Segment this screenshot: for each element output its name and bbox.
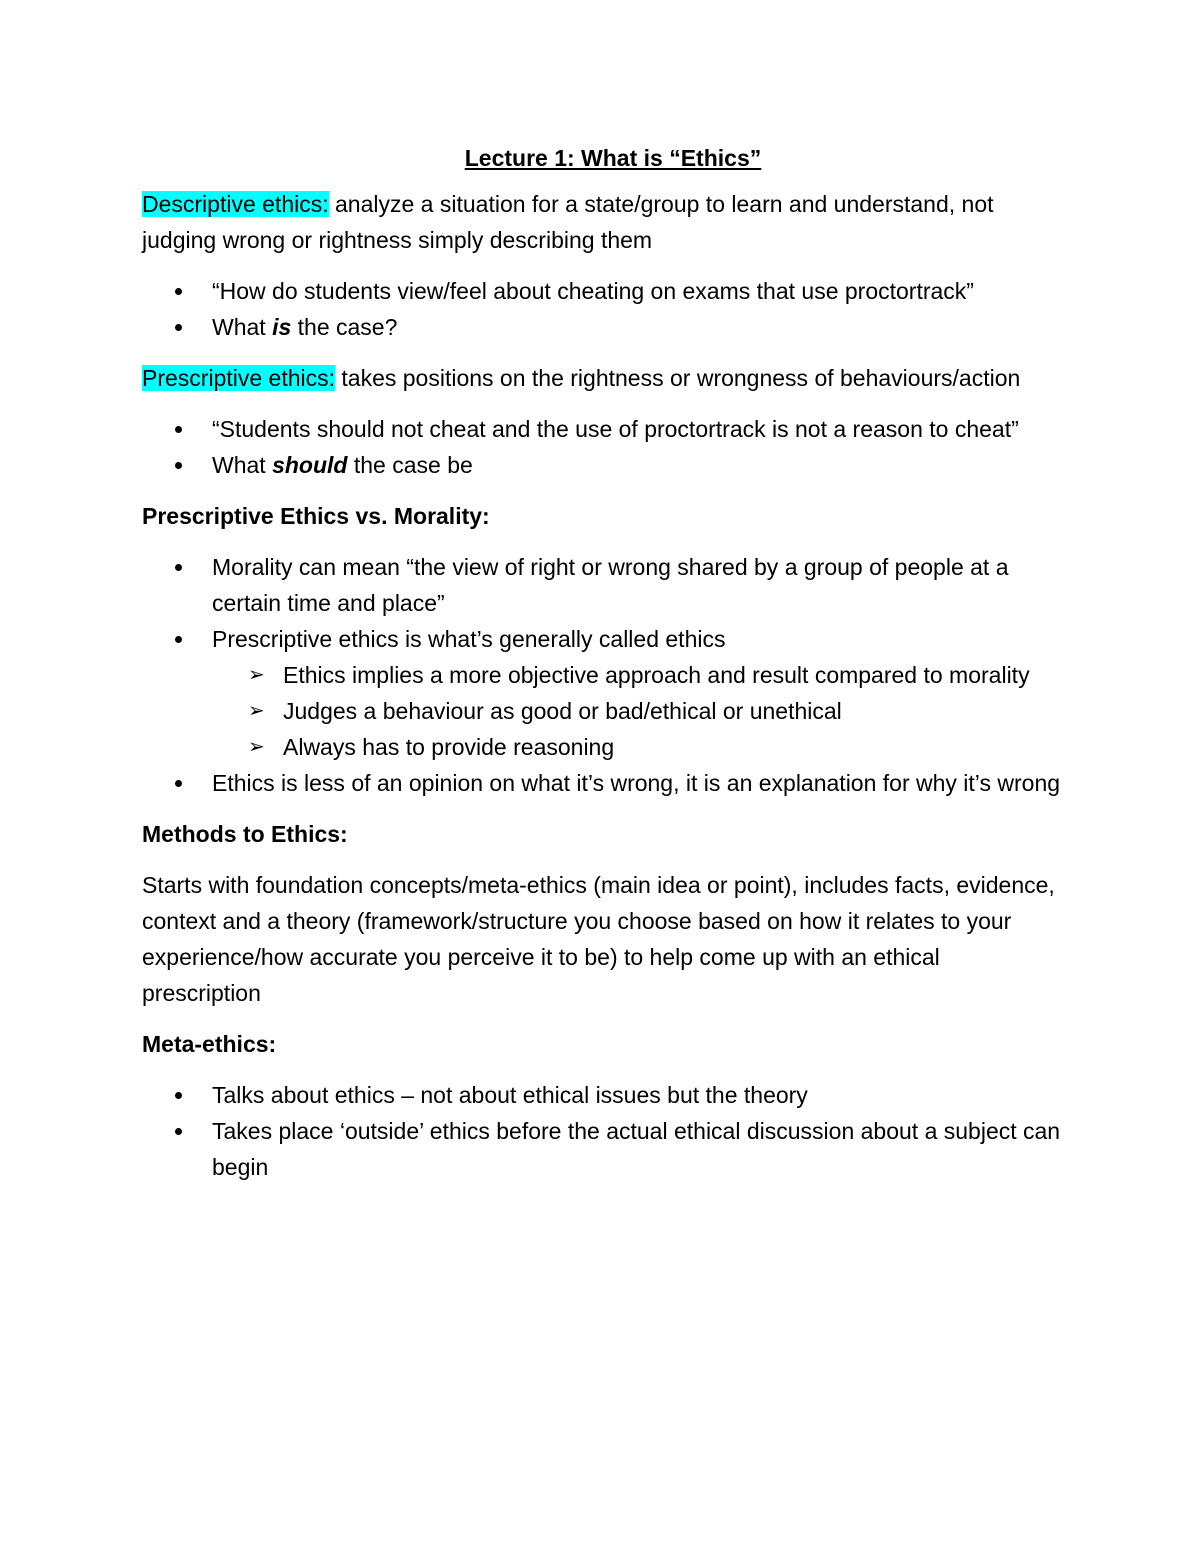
descriptive-list: [142, 273, 1062, 345]
sub-list-item: ➢ Always has to provide reasoning: [142, 729, 1062, 765]
prescriptive-text: takes positions on the rightness or wrongness of behaviours/action: [335, 365, 1021, 391]
arrow-bullet-icon: ➢: [248, 700, 265, 722]
bullet-dot-icon: [175, 462, 182, 469]
list-item: “Students should not cheat and the use of proctortrack is not a reason to cheat”: [142, 411, 1062, 447]
descriptive-definition: [142, 186, 1062, 258]
document-page: [142, 140, 1062, 1200]
section-heading-methods: Methods to Ethics:: [142, 821, 348, 847]
sub-list-item: ➢ Judges a behaviour as good or bad/ethical or unethical: [142, 693, 1062, 729]
list-item: What is the case?: [142, 309, 1062, 345]
bullet-dot-icon: [175, 636, 182, 643]
descriptive-term: Descriptive ethics:: [142, 191, 329, 217]
morality-list: [142, 549, 1062, 801]
arrow-bullet-icon: ➢: [248, 664, 265, 686]
section-heading-meta-ethics: Meta-ethics:: [142, 1031, 277, 1057]
methods-body: Starts with foundation concepts/meta-ethics (main idea or point), includes facts, evidence, context and a theory (framework/structure you choose based on how it relates to your experience/how accurate you perceive it to be) to help come up with an ethical prescription: [142, 872, 1055, 1006]
list-item: “How do students view/feel about cheating on exams that use proctortrack”: [142, 273, 1062, 309]
meta-list: [142, 1077, 1062, 1185]
prescriptive-list: [142, 411, 1062, 483]
arrow-bullet-icon: ➢: [248, 736, 265, 758]
list-item: What should the case be: [142, 447, 1062, 483]
list-item: Takes place ‘outside’ ethics before the actual ethical discussion about a subject can begin: [142, 1113, 1062, 1185]
bullet-dot-icon: [175, 324, 182, 331]
list-item: Talks about ethics – not about ethical issues but the theory: [142, 1077, 1062, 1113]
page-title: Lecture 1: What is “Ethics”: [464, 145, 762, 171]
bullet-dot-icon: [175, 1128, 182, 1135]
prescriptive-term: Prescriptive ethics:: [142, 365, 336, 391]
sub-list-item: ➢ Ethics implies a more objective approach and result compared to morality: [142, 657, 1062, 693]
bullet-dot-icon: [175, 780, 182, 787]
bullet-dot-icon: [175, 426, 182, 433]
section-heading-morality: Prescriptive Ethics vs. Morality:: [142, 503, 490, 529]
prescriptive-definition: [142, 360, 1062, 396]
list-item: Morality can mean “the view of right or wrong shared by a group of people at a certain time and place”: [142, 549, 1062, 621]
descriptive-text: analyze a situation for a state/group to learn and understand, not judging wrong or rightness simply describing them: [142, 191, 994, 253]
list-item: Prescriptive ethics is what’s generally called ethics: [142, 621, 1062, 657]
bullet-dot-icon: [175, 564, 182, 571]
bullet-dot-icon: [175, 1092, 182, 1099]
bullet-dot-icon: [175, 288, 182, 295]
list-item: Ethics is less of an opinion on what it’s wrong, it is an explanation for why it’s wrong: [142, 765, 1062, 801]
